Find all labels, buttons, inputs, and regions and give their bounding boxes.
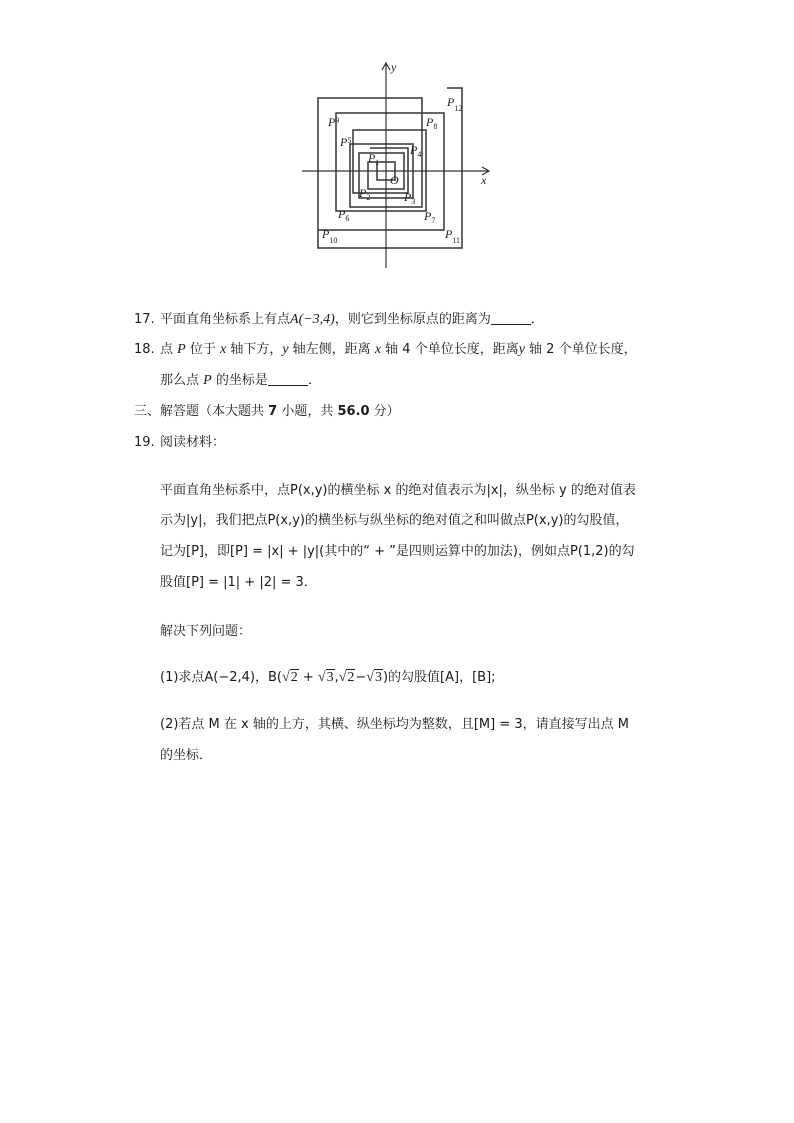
question-18-line2: 那么点 P 的坐标是 ． (160, 373, 321, 388)
part-2-line1: (2)若点 M 在 x 轴的上方，其横、纵坐标均为整数，且[M] = 3，请直接写出点 M (160, 717, 629, 732)
point-label-p1: $P_1$ (368, 151, 380, 167)
figure-svg (290, 58, 500, 273)
question-number: 18. (134, 342, 155, 357)
point-label-p6: $P_6$ (338, 207, 350, 223)
spiral-path (318, 88, 462, 248)
origin-label: O (390, 173, 399, 187)
point-label-p4: $P_4$ (410, 143, 422, 159)
part-1: (1)求点A(−2,4)，B(√2 + √3,√2−√3)的勾股值[A]，[B]; (160, 670, 496, 685)
spiral-coordinate-figure (290, 58, 500, 273)
sqrt-sign: √ (317, 670, 326, 685)
point-label-p11: $P_{11}$ (445, 227, 461, 245)
question-18-line1: 18. 点 P 位于 x 轴下方，y 轴左侧，距离 x 轴 4 个单位长度，距离y 轴 2 个单位长度， (134, 340, 637, 360)
question-number: 19. (134, 435, 155, 450)
x-axis-label: x (481, 173, 487, 187)
point-label-p12: $P_{12}$ (447, 95, 463, 113)
question-19-title: 19. 阅读材料： (134, 433, 225, 453)
material-paragraph-line4: 股值[P] = |1| + |2| = 3． (160, 575, 317, 590)
material-paragraph-line3: 记为[P]，即[P] = |x| + |y|(其中的“ + ”是四则运算中的加法)，例如点P(1,2)的勾 (160, 544, 635, 559)
point-label-p10: $P_{10}$ (322, 227, 338, 245)
answer-blank[interactable] (491, 311, 531, 325)
point-label-p2: $P_2$ (359, 186, 371, 202)
section-heading: 三、解答题（本大题共 7 小题，共 56.0 分） (134, 404, 400, 419)
question-number: 17. (134, 312, 155, 327)
question-17: 17. 平面直角坐标系上有点A(−3,4)，则它到坐标原点的距离为 ． (134, 310, 544, 330)
answer-blank[interactable] (268, 372, 308, 386)
material-paragraph-line1: 平面直角坐标系中，点P(x,y)的横坐标 x 的绝对值表示为|x|，纵坐标 y 的绝对值表 (160, 483, 636, 498)
sqrt-sign: √ (366, 670, 374, 685)
point-label-p5: $P^5$ (340, 135, 352, 149)
material-paragraph-line2: 示为|y|，我们把点P(x,y)的横坐标与纵坐标的绝对值之和叫做点P(x,y)的勾股值， (160, 513, 629, 528)
point-label-p3: $P_3$ (404, 190, 416, 206)
part-2-line2: 的坐标． (160, 748, 213, 763)
sqrt-sign: √ (338, 670, 347, 685)
point-label-p7: $P_7$ (424, 209, 436, 225)
point-label-p9: $P^9$ (328, 115, 340, 129)
point-a: A(−3,4) (290, 312, 335, 327)
sqrt-sign: √ (282, 670, 290, 685)
solve-heading: 解决下列问题： (160, 624, 252, 639)
y-axis-label: y (391, 60, 397, 74)
point-label-p8: $P_8$ (426, 115, 438, 131)
